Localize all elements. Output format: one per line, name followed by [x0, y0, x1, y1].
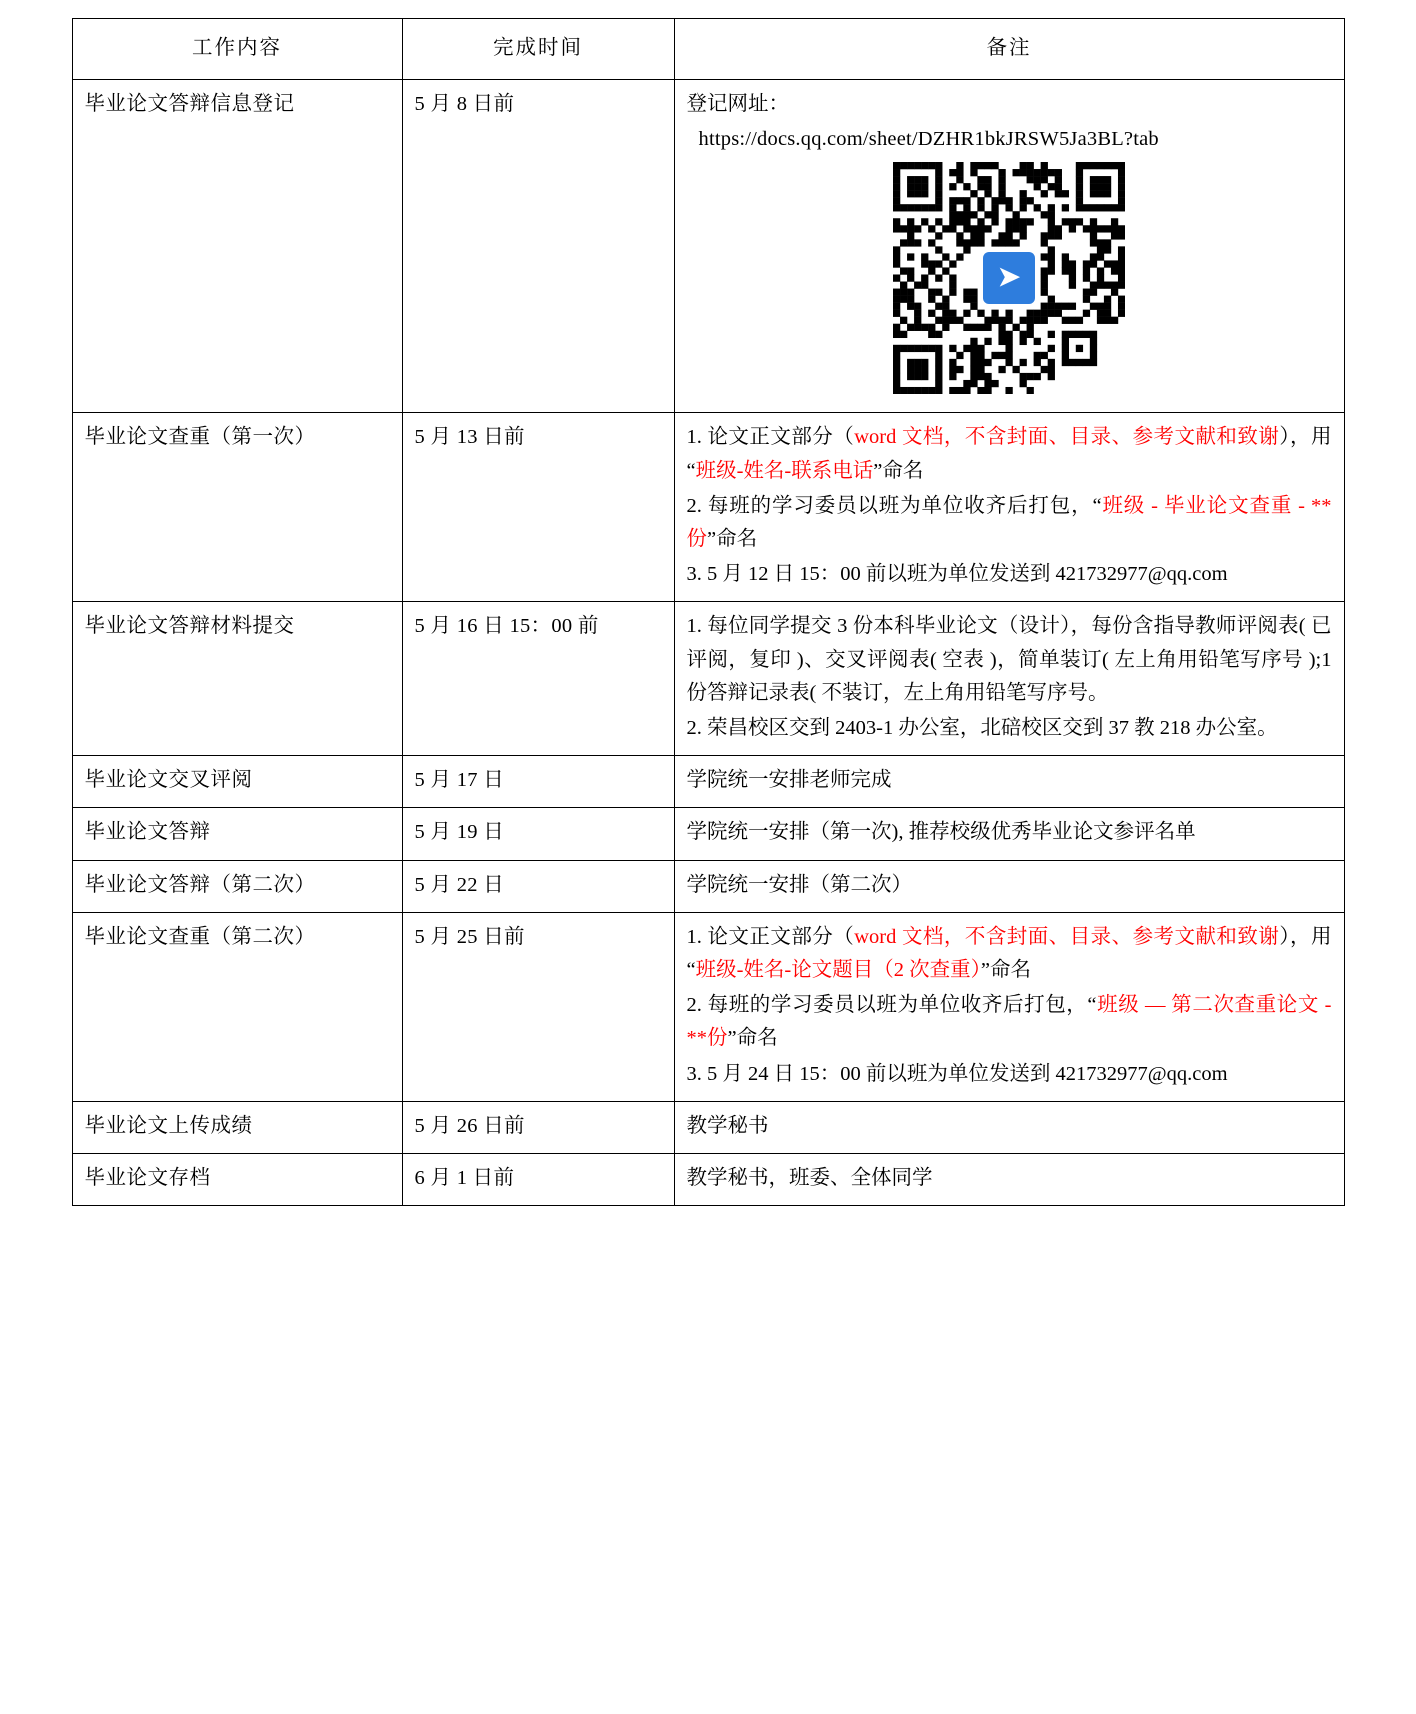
- remark-text: 1. 论文正文部分（: [686, 426, 855, 449]
- remark-text-highlight: 班级 - 毕业论文查重 - **份: [686, 494, 1332, 551]
- remark-text: ”命名: [873, 459, 924, 482]
- remark-text: 2. 每班的学习委员以班为单位收齐后打包，“: [686, 494, 1102, 517]
- remark-line: [687, 610, 1332, 710]
- cell-remarks: [674, 912, 1344, 1101]
- remark-text: 2. 荣昌校区交到 2403-1 办公室，北碚校区交到 37 教 218 办公室。: [686, 717, 1278, 740]
- qr-code-wrapper: [687, 158, 1332, 404]
- remark-line: [687, 921, 1332, 987]
- table-row: [72, 80, 1344, 413]
- table-row: [72, 860, 1344, 912]
- table-row: [72, 756, 1344, 808]
- remark-text: ”命名: [727, 1027, 778, 1050]
- remark-text-highlight: 班级-姓名-联系电话: [695, 459, 874, 482]
- remark-text: 教学秘书: [686, 1114, 769, 1137]
- remark-line: [687, 1162, 1332, 1195]
- cell-remarks: [674, 413, 1344, 602]
- table-row: [72, 912, 1344, 1101]
- table-row: [72, 1154, 1344, 1206]
- cell-work-content: 毕业论文交叉评阅: [72, 756, 402, 808]
- remark-text: 学院统一安排老师完成: [686, 769, 892, 792]
- cell-work-content: 毕业论文查重（第二次）: [72, 912, 402, 1101]
- remark-text: 3. 5 月 24 日 15：00 前以班为单位发送到 421732977@qq.com: [686, 1062, 1228, 1085]
- column-header-due-time: 完成时间: [402, 19, 674, 80]
- remark-text: 1. 每位同学提交 3 份本科毕业论文（设计），每份含指导教师评阅表( 已评阅，复印 )、交叉评阅表( 空表 )，简单装订( 左上角用铅笔写序号 );1 份答辩记录表( 不装订，左上角用铅笔写序号。: [686, 615, 1332, 704]
- table-row: [72, 808, 1344, 860]
- column-header-work-content: 工作内容: [72, 19, 402, 80]
- remark-line: [687, 989, 1332, 1055]
- cell-work-content: 毕业论文答辩材料提交: [72, 602, 402, 756]
- graduation-thesis-schedule-table: [72, 18, 1345, 1206]
- cell-remarks: [674, 808, 1344, 860]
- cell-remarks: [674, 1154, 1344, 1206]
- registration-url[interactable]: https://docs.qq.com/sheet/DZHR1bkJRSW5Ja3BL?tab: [698, 128, 1159, 151]
- remark-text-highlight: 班级-姓名-论文题目（2 次查重）: [695, 959, 981, 982]
- qr-code-icon[interactable]: [893, 162, 1125, 394]
- remark-line: [687, 1110, 1332, 1143]
- remark-text: 3. 5 月 12 日 15：00 前以班为单位发送到 421732977@qq.com: [686, 563, 1228, 586]
- remark-line: [687, 869, 1332, 902]
- qq-docs-logo-icon: ➤: [978, 247, 1040, 309]
- cell-due-time: 6 月 1 日前: [402, 1154, 674, 1206]
- cell-due-time: 5 月 19 日: [402, 808, 674, 860]
- cell-work-content: 毕业论文查重（第一次）: [72, 413, 402, 602]
- remark-line: [687, 421, 1332, 487]
- remark-text: 2. 每班的学习委员以班为单位收齐后打包，“: [686, 994, 1097, 1017]
- remark-text: 教学秘书，班委、全体同学: [686, 1167, 933, 1190]
- cell-remarks: [674, 80, 1344, 413]
- remark-line: [687, 558, 1332, 591]
- remark-text: 学院统一安排（第二次）: [686, 873, 912, 896]
- remark-text-highlight: 班级 — 第二次查重论文 - **份: [686, 994, 1332, 1050]
- remark-text-highlight: word 文档，不含封面、目录、参考文献和致谢: [854, 426, 1280, 449]
- cell-due-time: 5 月 26 日前: [402, 1101, 674, 1153]
- cell-remarks: [674, 1101, 1344, 1153]
- remark-line: [687, 764, 1332, 797]
- table-row: [72, 413, 1344, 602]
- remark-line: [687, 490, 1332, 556]
- column-header-remarks: 备注: [674, 19, 1344, 80]
- table-header: [72, 19, 1344, 80]
- cell-due-time: 5 月 16 日 15：00 前: [402, 602, 674, 756]
- table-body: [72, 80, 1344, 1206]
- table-row: [72, 602, 1344, 756]
- registration-label: 登记网址：: [686, 93, 789, 115]
- cell-due-time: 5 月 13 日前: [402, 413, 674, 602]
- remark-text: 学院统一安排（第一次), 推荐校级优秀毕业论文参评名单: [686, 821, 1196, 844]
- remark-text: ”命名: [980, 959, 1031, 982]
- cell-due-time: 5 月 8 日前: [402, 80, 674, 413]
- table-header-row: [72, 19, 1344, 80]
- cell-remarks: [674, 602, 1344, 756]
- remark-text: ），用“: [686, 426, 1332, 482]
- remark-text-highlight: word 文档，不含封面、目录、参考文献和致谢: [854, 925, 1280, 948]
- table-row: [72, 1101, 1344, 1153]
- remark-text: ），用“: [686, 925, 1332, 982]
- cell-due-time: 5 月 22 日: [402, 860, 674, 912]
- remark-line: [687, 816, 1332, 849]
- cell-work-content: 毕业论文答辩信息登记: [72, 80, 402, 413]
- remark-text: ”命名: [707, 528, 758, 551]
- cell-due-time: 5 月 17 日: [402, 756, 674, 808]
- cell-remarks: [674, 860, 1344, 912]
- cell-work-content: 毕业论文上传成绩: [72, 1101, 402, 1153]
- cell-work-content: 毕业论文答辩（第二次）: [72, 860, 402, 912]
- cell-work-content: 毕业论文答辩: [72, 808, 402, 860]
- remark-text: 1. 论文正文部分（: [686, 925, 855, 948]
- remark-line: [687, 1058, 1332, 1091]
- cell-due-time: 5 月 25 日前: [402, 912, 674, 1101]
- cell-work-content: 毕业论文存档: [72, 1154, 402, 1206]
- cell-remarks: [674, 756, 1344, 808]
- remark-line: [687, 712, 1332, 745]
